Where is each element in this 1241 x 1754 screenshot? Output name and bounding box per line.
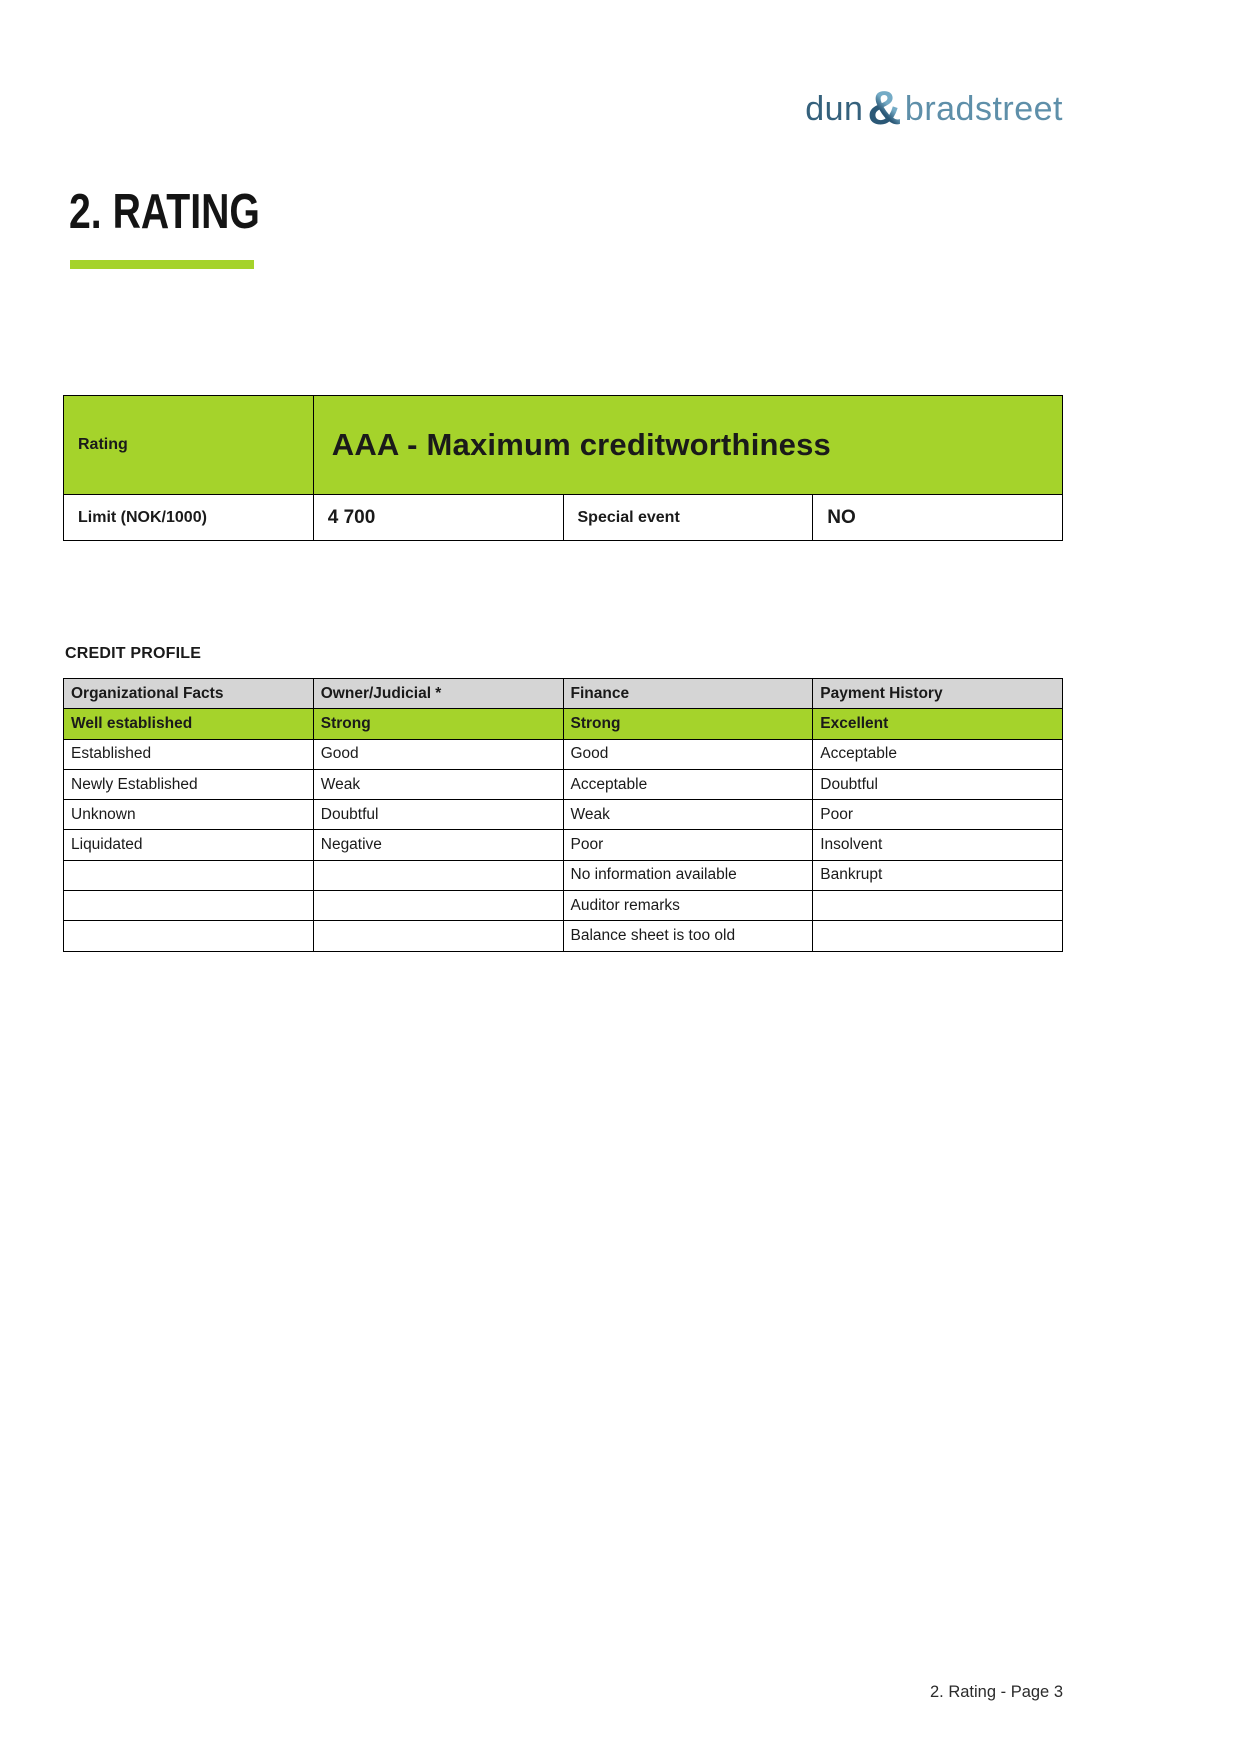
profile-cell xyxy=(64,891,314,921)
profile-cell: Liquidated xyxy=(64,830,314,860)
profile-row xyxy=(64,800,1063,830)
credit-profile-table xyxy=(63,678,1063,952)
profile-column-header: Finance xyxy=(563,679,813,709)
profile-row xyxy=(64,769,1063,799)
profile-cell: Negative xyxy=(313,830,563,860)
profile-column-header: Organizational Facts xyxy=(64,679,314,709)
profile-cell: Weak xyxy=(313,769,563,799)
page-footer: 2. Rating - Page 3 xyxy=(930,1683,1063,1701)
profile-cell: Strong xyxy=(313,709,563,739)
profile-row xyxy=(64,860,1063,890)
profile-cell: Established xyxy=(64,739,314,769)
profile-row xyxy=(64,739,1063,769)
credit-profile-title: CREDIT PROFILE xyxy=(65,645,202,662)
profile-cell xyxy=(813,921,1063,951)
logo-ampersand-icon: & xyxy=(867,81,902,134)
profile-cell xyxy=(313,921,563,951)
profile-cell: Good xyxy=(313,739,563,769)
profile-cell: Acceptable xyxy=(563,769,813,799)
special-event-label: Special event xyxy=(563,495,813,541)
profile-cell: Acceptable xyxy=(813,739,1063,769)
profile-cell: Poor xyxy=(563,830,813,860)
limit-label: Limit (NOK/1000) xyxy=(64,495,314,541)
profile-column-header: Payment History xyxy=(813,679,1063,709)
profile-cell: Newly Established xyxy=(64,769,314,799)
heading-underline-bar xyxy=(70,260,254,269)
profile-cell xyxy=(313,860,563,890)
profile-cell: Auditor remarks xyxy=(563,891,813,921)
logo-text-bradstreet: bradstreet xyxy=(904,90,1063,128)
profile-cell: Insolvent xyxy=(813,830,1063,860)
rating-value: AAA - Maximum creditworthiness xyxy=(313,396,1062,495)
logo-text-dun: dun xyxy=(805,90,864,128)
profile-cell: Unknown xyxy=(64,800,314,830)
profile-cell xyxy=(313,891,563,921)
profile-row xyxy=(64,891,1063,921)
dnb-logo xyxy=(805,80,1063,134)
section-heading: 2. RATING xyxy=(69,185,260,239)
profile-cell: No information available xyxy=(563,860,813,890)
rating-row xyxy=(64,396,1063,495)
profile-cell: Doubtful xyxy=(313,800,563,830)
profile-cell: Bankrupt xyxy=(813,860,1063,890)
profile-cell: Doubtful xyxy=(813,769,1063,799)
profile-cell: Excellent xyxy=(813,709,1063,739)
profile-cell: Strong xyxy=(563,709,813,739)
rating-table xyxy=(63,395,1063,541)
special-event-value: NO xyxy=(813,495,1063,541)
profile-cell: Balance sheet is too old xyxy=(563,921,813,951)
profile-row xyxy=(64,921,1063,951)
profile-cell xyxy=(64,921,314,951)
profile-cell xyxy=(813,891,1063,921)
profile-row-highlighted xyxy=(64,709,1063,739)
profile-row xyxy=(64,830,1063,860)
profile-column-header: Owner/Judicial * xyxy=(313,679,563,709)
profile-cell: Poor xyxy=(813,800,1063,830)
limit-value: 4 700 xyxy=(313,495,563,541)
profile-cell: Well established xyxy=(64,709,314,739)
profile-cell: Weak xyxy=(563,800,813,830)
profile-cell: Good xyxy=(563,739,813,769)
profile-header-row xyxy=(64,679,1063,709)
profile-cell xyxy=(64,860,314,890)
rating-label: Rating xyxy=(64,396,314,495)
limit-special-event-row xyxy=(64,495,1063,541)
